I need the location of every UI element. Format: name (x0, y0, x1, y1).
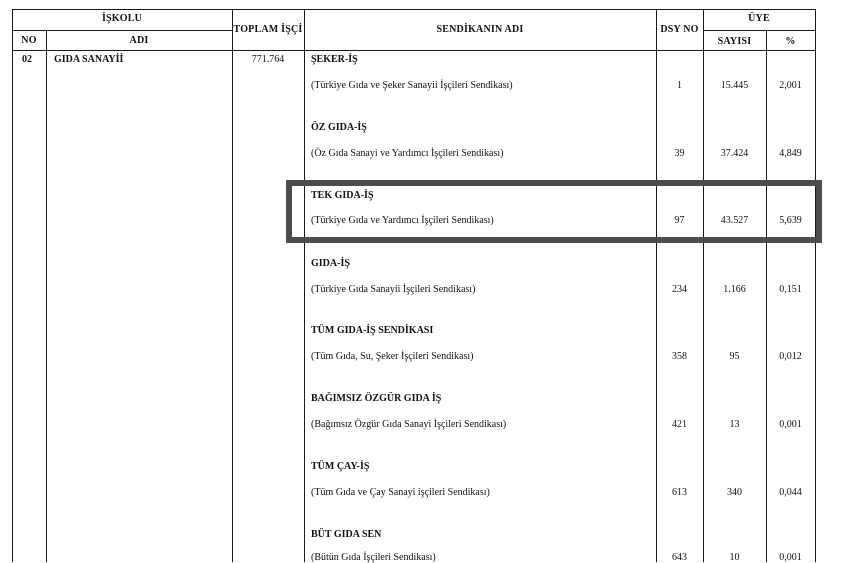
header-dsy-no: DSY NO (660, 24, 699, 35)
union-full-name: (Bağımsız Özgür Gıda Sanayi İşçileri Sendikası) (311, 419, 507, 430)
header-bottom-line (12, 50, 815, 51)
header-iskolu: İŞKOLU (101, 13, 143, 24)
union-dsy-no: 234 (672, 284, 687, 295)
union-short-name: BAĞIMSIZ ÖZGÜR GIDA İŞ (311, 393, 442, 404)
sector-name: GIDA SANAYİİ (54, 54, 124, 65)
header-adi: ADI (129, 35, 149, 46)
header-yuzde: % (785, 36, 796, 47)
header-uye: ÜYE (748, 13, 770, 24)
header-toplam-isci: TOPLAM İŞÇİ (233, 24, 303, 35)
union-short-name: TEK GIDA-İŞ (311, 190, 374, 201)
union-dsy-no: 1 (677, 80, 682, 91)
union-member-pct: 0,012 (779, 351, 802, 362)
union-member-pct: 0,001 (779, 419, 802, 430)
union-dsy-no: 39 (674, 148, 685, 159)
header-mid-line-left (12, 30, 232, 31)
union-dsy-no: 358 (672, 351, 687, 362)
union-full-name: (Türkiye Gıda ve Şeker Sanayii İşçileri Sendikası) (311, 80, 513, 91)
union-full-name: (Türkiye Gıda Sanayii İşçileri Sendikası) (311, 284, 476, 295)
union-short-name: TÜM GIDA-İŞ SENDİKASI (311, 325, 434, 336)
union-full-name: (Türkiye Gıda ve Yardımcı İşçileri Sendikası) (311, 215, 494, 226)
union-member-count: 10 (729, 552, 740, 563)
header-sayisi: SAYISI (717, 36, 752, 47)
union-member-pct: 0,151 (779, 284, 802, 295)
union-full-name: (Tüm Gıda ve Çay Sanayi işçileri Sendikası) (311, 487, 490, 498)
union-member-count: 37.424 (720, 148, 749, 159)
union-member-pct: 5,639 (779, 215, 802, 226)
union-member-count: 1.166 (723, 284, 746, 295)
col-line-sayisi (766, 30, 767, 562)
sector-total-workers: 771.764 (251, 54, 285, 65)
union-short-name: TÜM ÇAY-İŞ (311, 461, 370, 472)
union-full-name: (Bütün Gıda İşçileri Sendikası) (311, 552, 436, 563)
union-dsy-no: 643 (672, 552, 687, 563)
header-sendika-adi: SENDİKANIN ADI (436, 24, 524, 35)
union-member-pct: 0,001 (779, 552, 802, 563)
union-member-count: 340 (727, 487, 742, 498)
union-member-pct: 4,849 (779, 148, 802, 159)
union-dsy-no: 613 (672, 487, 687, 498)
union-member-count: 95 (729, 351, 740, 362)
union-full-name: (Öz Gıda Sanayi ve Yardımcı İşçileri Sendikası) (311, 148, 504, 159)
union-member-count: 13 (729, 419, 740, 430)
col-line-adi (232, 9, 233, 562)
col-line-0 (12, 9, 13, 562)
col-line-no (46, 30, 47, 562)
union-member-count: 43.527 (720, 215, 749, 226)
table-top-border (12, 9, 815, 10)
union-short-name: GIDA-İŞ (311, 258, 350, 269)
union-member-pct: 2,001 (779, 80, 802, 91)
sector-no: 02 (22, 54, 32, 65)
union-dsy-no: 97 (674, 215, 685, 226)
union-member-count: 15.445 (720, 80, 749, 91)
union-short-name: ÖZ GIDA-İŞ (311, 122, 367, 133)
col-line-right (815, 9, 816, 562)
union-dsy-no: 421 (672, 419, 687, 430)
header-no: NO (21, 35, 37, 46)
col-line-toplam (304, 9, 305, 562)
header-mid-line-right (703, 30, 815, 31)
union-full-name: (Tüm Gıda, Su, Şeker İşçileri Sendikası) (311, 351, 474, 362)
union-short-name: ŞEKER-İŞ (311, 54, 358, 65)
union-member-pct: 0,044 (779, 487, 802, 498)
highlight-box (286, 180, 822, 243)
union-short-name: BÜT GIDA SEN (311, 529, 382, 540)
